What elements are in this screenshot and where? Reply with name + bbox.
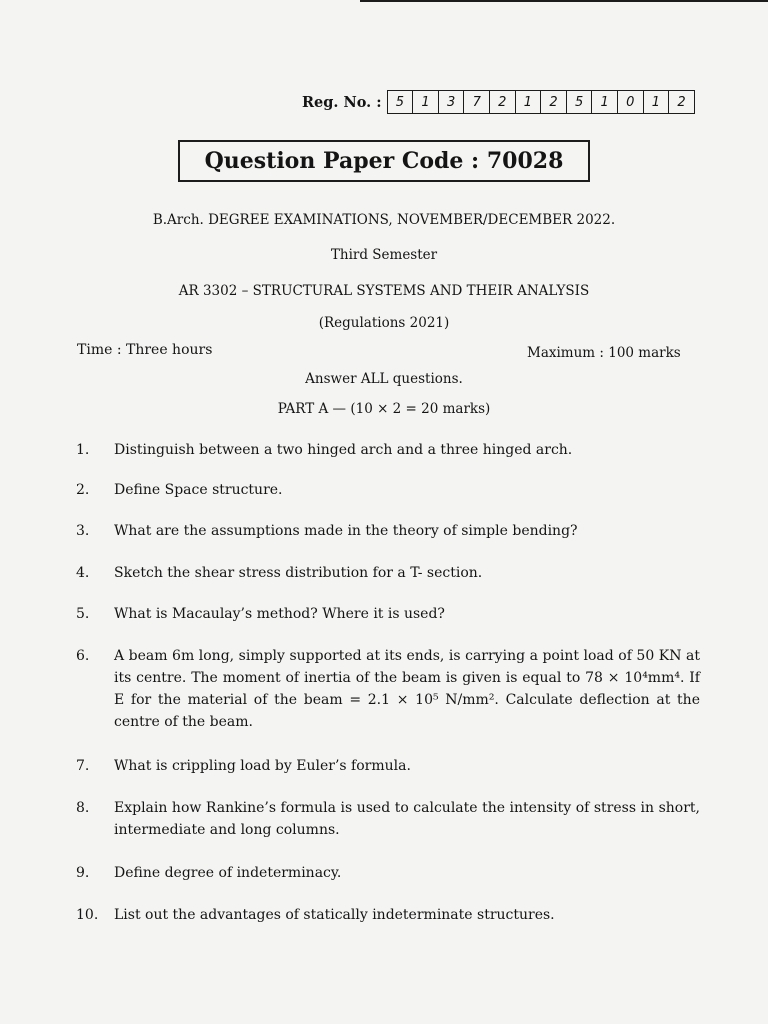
question-number: 9. (76, 865, 90, 881)
time-allowed: Time : Three hours (77, 342, 213, 358)
question-text: List out the advantages of statically indeterminate structures. (114, 907, 555, 923)
reg-digit: 1 (644, 91, 670, 113)
question-item (76, 439, 700, 461)
reg-digit-boxes (387, 90, 695, 114)
question-item (76, 862, 700, 884)
instruction: Answer ALL questions. (305, 371, 463, 387)
question-number: 1. (76, 442, 90, 458)
question-item (76, 755, 700, 777)
question-number: 4. (76, 565, 90, 581)
question-number: 3. (76, 523, 90, 539)
question-number: 7. (76, 758, 90, 774)
maximum-marks: Maximum : 100 marks (527, 345, 681, 361)
question-text: What is Macaulay’s method? Where it is used? (114, 606, 445, 622)
reg-digit: 1 (516, 91, 542, 113)
question-text: Define degree of indeterminacy. (114, 865, 342, 881)
question-text: Distinguish between a two hinged arch and a three hinged arch. (114, 442, 573, 458)
question-item (76, 562, 700, 584)
semester: Third Semester (330, 247, 438, 263)
question-item (76, 479, 700, 501)
question-item (76, 603, 700, 625)
question-item (76, 797, 700, 841)
part-heading: PART A — (10 × 2 = 20 marks) (277, 401, 491, 417)
question-item (76, 520, 700, 542)
question-text: What is crippling load by Euler’s formula. (114, 758, 411, 774)
question-paper-code: Question Paper Code : 70028 (178, 140, 590, 182)
registration-number (302, 89, 695, 115)
question-number: 10. (76, 907, 99, 923)
reg-digit: 0 (618, 91, 644, 113)
reg-digit: 2 (677, 94, 686, 110)
subject-title: AR 3302 – STRUCTURAL SYSTEMS AND THEIR ANALYSIS (178, 283, 590, 299)
exam-title: B.Arch. DEGREE EXAMINATIONS, NOVEMBER/DECEMBER 2022. (152, 212, 616, 228)
reg-digit: 1 (592, 91, 618, 113)
reg-digit: 5 (567, 91, 593, 113)
question-text: Explain how Rankine’s formula is used to calculate the intensity of stress in short, intermediate and long columns. (114, 800, 700, 838)
question-text: Define Space structure. (114, 482, 283, 498)
reg-digit: 2 (490, 91, 516, 113)
reg-digit: 7 (464, 91, 490, 113)
question-number: 5. (76, 606, 90, 622)
reg-digit: 3 (439, 91, 465, 113)
reg-label: Reg. No. : (302, 93, 382, 111)
regulations: (Regulations 2021) (318, 315, 450, 331)
question-item (76, 904, 700, 926)
question-text: What are the assumptions made in the theory of simple bending? (114, 523, 578, 539)
reg-digit: 2 (541, 91, 567, 113)
question-number: 8. (76, 800, 90, 816)
question-text: Sketch the shear stress distribution for a T- section. (114, 565, 483, 581)
question-number: 2. (76, 482, 90, 498)
top-border-line (360, 0, 768, 2)
question-item (76, 645, 700, 733)
question-text: A beam 6m long, simply supported at its ends, is carrying a point load of 50 KN at its centre. The moment of inertia of the beam is given is equal to 78 × 10⁴mm⁴. If E for the material of the beam = 2.1 × 10⁵ N/mm². Calculate deflection at the centre of the beam. (114, 648, 700, 730)
reg-digit: 1 (413, 91, 439, 113)
question-number: 6. (76, 648, 90, 664)
reg-digit: 5 (388, 91, 414, 113)
